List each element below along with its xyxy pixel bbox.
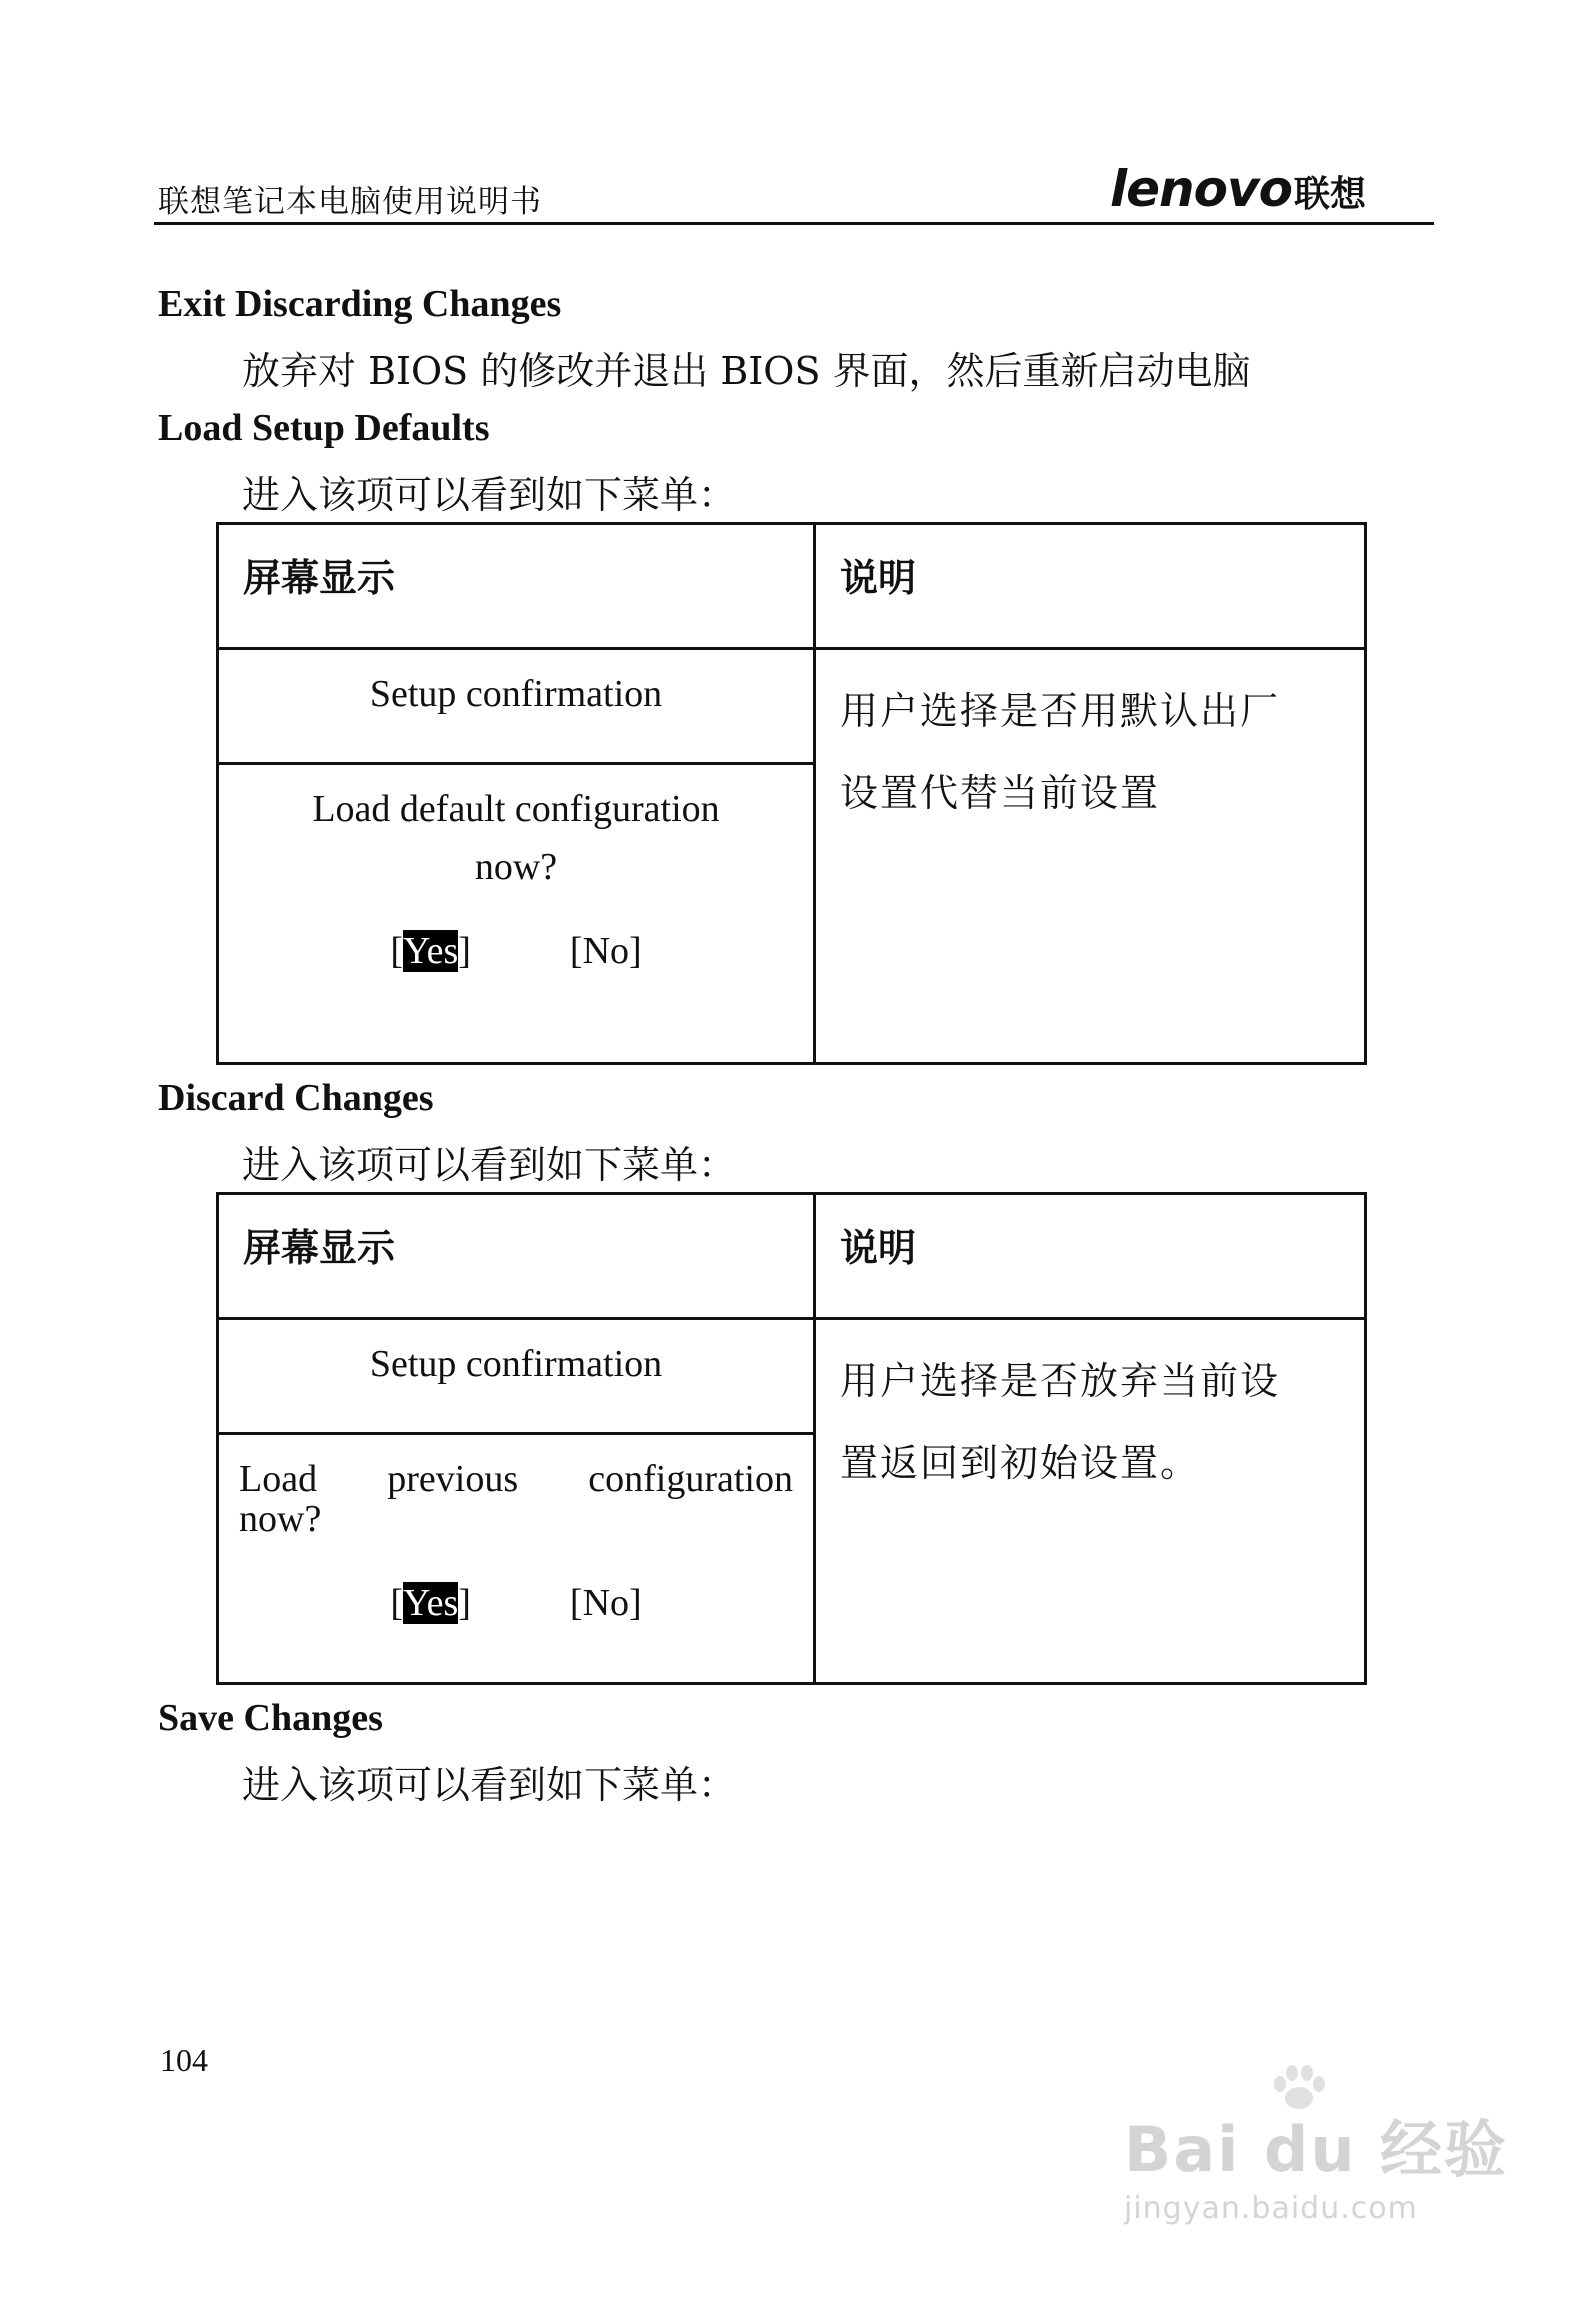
load-defaults-table — [216, 522, 1367, 1065]
yes-option[interactable]: [Yes] — [390, 930, 471, 972]
load-defaults-description-cell — [815, 649, 1366, 1064]
heading-load-setup-defaults: Load Setup Defaults — [158, 407, 490, 449]
no-option[interactable]: [No] — [569, 930, 642, 972]
page-number: 104 — [160, 2042, 208, 2078]
discard-changes-table — [216, 1192, 1367, 1685]
baidu-watermark — [1124, 2072, 1508, 2226]
description-line-1: 用户选择是否用默认出厂 — [840, 689, 1281, 733]
setup-confirmation-title: Setup confirmation — [369, 1343, 663, 1385]
setup-confirmation-cell — [218, 1319, 815, 1434]
column-header-screen: 屏幕显示 — [218, 1194, 815, 1319]
description-line-1: 用户选择是否放弃当前设 — [840, 1359, 1281, 1403]
watermark-url: jingyan.baidu.com — [1124, 2191, 1418, 2226]
heading-save-changes: Save Changes — [158, 1697, 383, 1739]
logo-wordmark: lenovo — [1110, 160, 1292, 218]
document-title: 联想笔记本电脑使用说明书 — [158, 184, 542, 220]
description-line-2: 设置代替当前设置 — [840, 771, 1161, 815]
yes-option-label: Yes — [402, 930, 459, 972]
load-default-dialog-cell — [218, 764, 815, 1064]
column-header-screen: 屏幕显示 — [218, 524, 815, 649]
heading-exit-discarding-changes: Exit Discarding Changes — [158, 283, 562, 325]
watermark-brand: Bai du 经验 — [1124, 2113, 1509, 2186]
heading-discard-changes: Discard Changes — [158, 1077, 434, 1119]
yes-no-options — [239, 1581, 793, 1625]
no-option[interactable]: [No] — [569, 1582, 642, 1624]
yes-option[interactable]: [Yes] — [390, 1582, 471, 1624]
column-header-description: 说明 — [815, 524, 1366, 649]
header-rule — [154, 222, 1434, 225]
load-default-question-line-1: Load default configuration — [312, 788, 720, 830]
load-previous-dialog-cell — [218, 1434, 815, 1684]
load-previous-question-line-1: Load previous configuration — [239, 1458, 793, 1500]
load-previous-question-line-2: now? — [239, 1498, 322, 1540]
lenovo-logo — [1110, 160, 1366, 220]
logo-chinese: 联想 — [1293, 174, 1366, 215]
discard-changes-intro: 进入该项可以看到如下菜单： — [242, 1143, 737, 1187]
description-line-2: 置返回到初始设置。 — [840, 1441, 1201, 1485]
load-default-question-line-2: now? — [474, 846, 558, 888]
setup-confirmation-title: Setup confirmation — [369, 673, 663, 715]
paw-icon — [1264, 2064, 1334, 2114]
column-header-description: 说明 — [815, 1194, 1366, 1319]
yes-no-options — [219, 929, 813, 973]
load-defaults-intro: 进入该项可以看到如下菜单： — [242, 473, 737, 517]
exit-discarding-description: 放弃对 BIOS 的修改并退出 BIOS 界面，然后重新启动电脑 — [242, 349, 1251, 393]
discard-changes-description-cell — [815, 1319, 1366, 1684]
save-changes-intro: 进入该项可以看到如下菜单： — [242, 1763, 737, 1807]
setup-confirmation-cell — [218, 649, 815, 764]
yes-option-label: Yes — [402, 1582, 459, 1624]
